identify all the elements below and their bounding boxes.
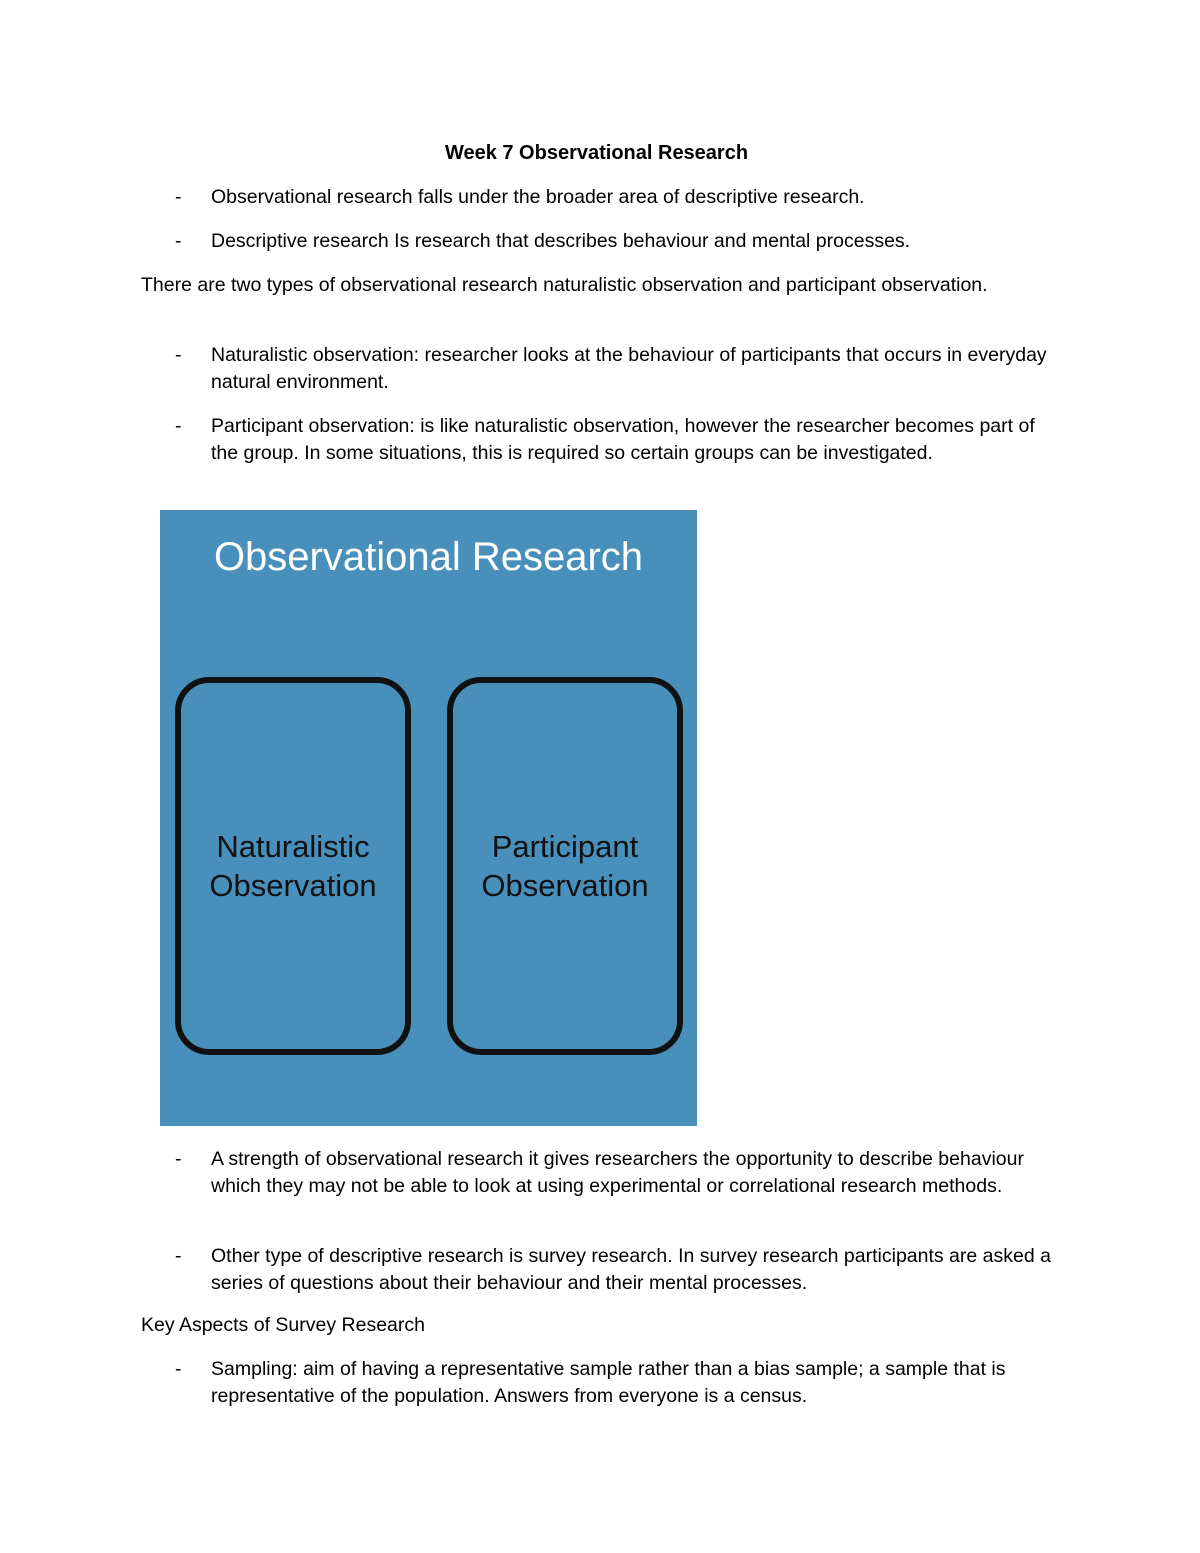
document-title: Week 7 Observational Research [444, 142, 749, 164]
bullet-marker: - [175, 1148, 182, 1170]
bullet-marker: - [175, 230, 182, 252]
bullet-text: Participant observation: is like naturalistic observation, however the researcher becomes part of the group. In some situations, this is required so certain groups can be investigated. [211, 415, 1035, 464]
diagram-title: Observational Research [213, 535, 644, 579]
naturalistic-observation-box [175, 677, 411, 1055]
bullet-text: A strength of observational research it gives researchers the opportunity to describe behaviour which they may not be able to look at using experimental or correlational research methods. [211, 1148, 1024, 1197]
participant-observation-box [447, 677, 683, 1055]
bullet-item [175, 1243, 1065, 1297]
bullet-marker: - [175, 186, 182, 208]
box-label: Participant Observation [481, 829, 649, 903]
bullet-marker: - [175, 1245, 182, 1267]
bullet-item [175, 228, 1065, 255]
bullet-marker: - [175, 1358, 182, 1380]
bullet-text: Other type of descriptive research is survey research. In survey research participants are asked a series of questions about their behaviour and their mental processes. [211, 1245, 1051, 1294]
section-heading: Key Aspects of Survey Research [141, 1314, 425, 1336]
bullet-marker: - [175, 415, 182, 437]
bullet-text: Descriptive research Is research that describes behaviour and mental processes. [211, 230, 911, 252]
bullet-item [175, 342, 1065, 396]
box-label: Naturalistic Observation [209, 829, 377, 903]
bullet-marker: - [175, 344, 182, 366]
observational-research-diagram [160, 510, 697, 1126]
bullet-item [175, 413, 1065, 467]
bullet-text: Sampling: aim of having a representative sample rather than a bias sample; a sample that is representative of the population. Answers from everyone is a census. [211, 1358, 1006, 1407]
bullet-text: Naturalistic observation: researcher looks at the behaviour of participants that occurs in everyday natural environment. [211, 344, 1047, 393]
bullet-item [175, 1146, 1065, 1200]
bullet-text: Observational research falls under the broader area of descriptive research. [211, 186, 865, 208]
bullet-item [175, 1356, 1065, 1410]
intro-paragraph: There are two types of observational research naturalistic observation and participant observation. [141, 274, 988, 296]
bullet-item [175, 184, 1065, 211]
